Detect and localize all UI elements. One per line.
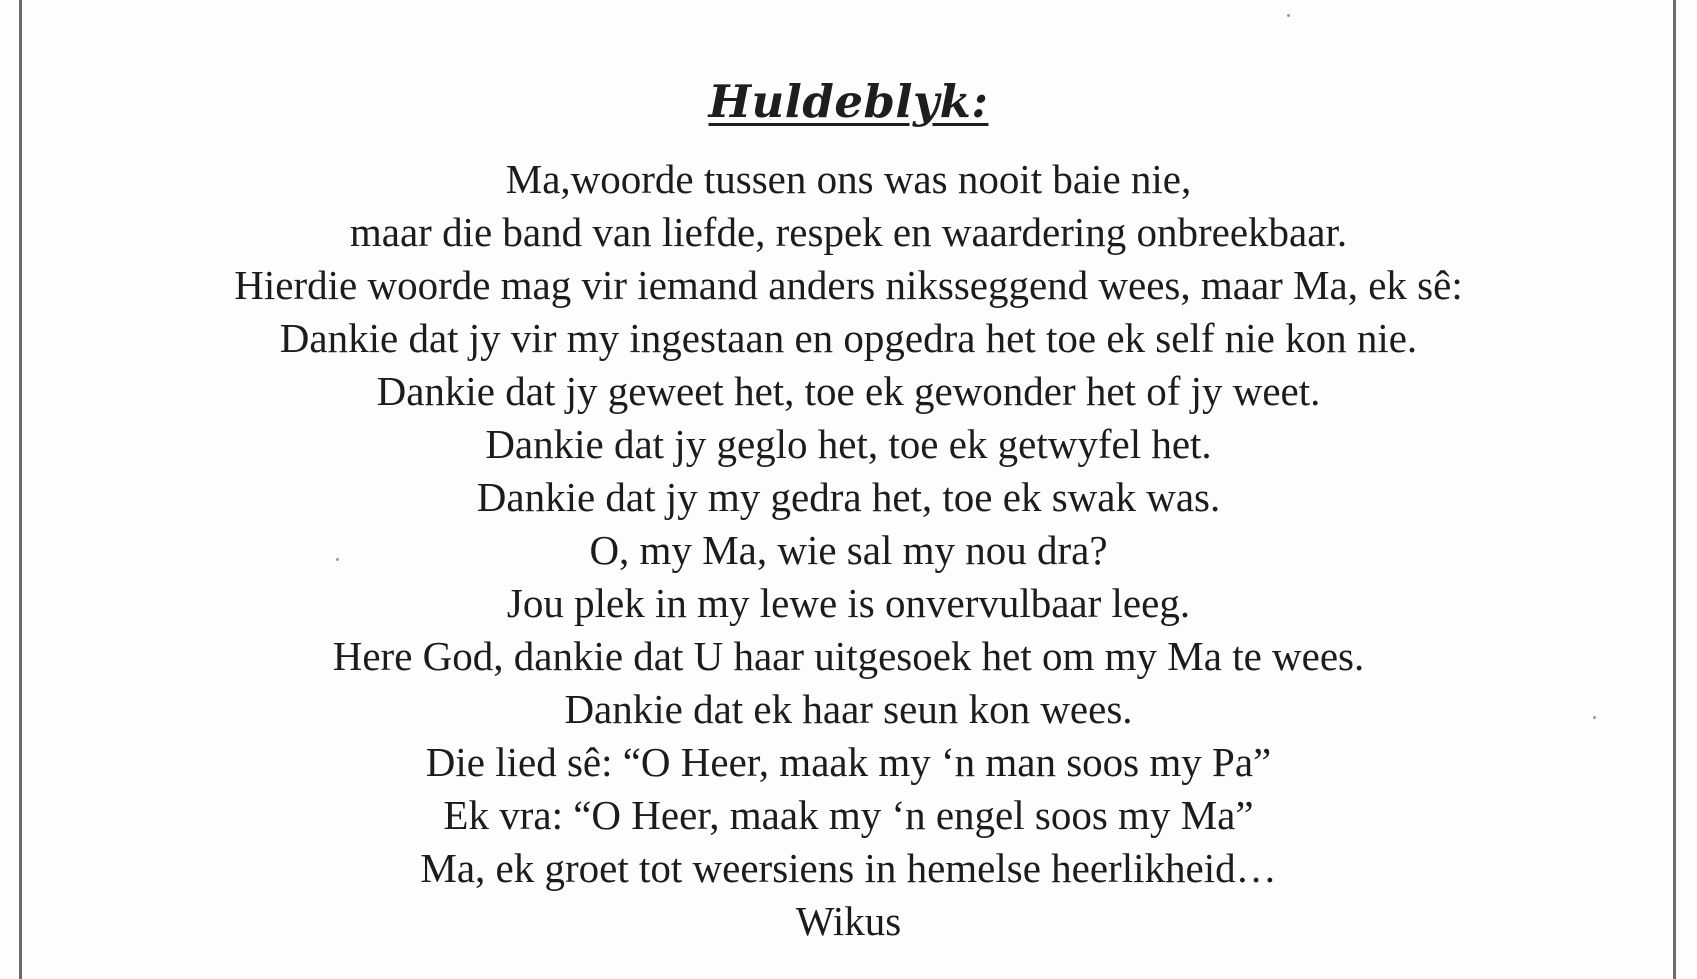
- poem-line: Ma, ek groet tot weersiens in hemelse heerlikheid…: [420, 845, 1277, 891]
- poem-line: Jou plek in my lewe is onvervulbaar leeg.: [506, 580, 1191, 626]
- poem-line: Dankie dat jy geglo het, toe ek getwyfel het.: [485, 421, 1212, 467]
- poem-line: Dankie dat jy geweet het, toe ek gewonder het of jy weet.: [376, 368, 1321, 414]
- poem-body: [0, 153, 1697, 948]
- poem-line: Ma,woorde tussen ons was nooit baie nie,: [505, 156, 1192, 202]
- poem-line: maar die band van liefde, respek en waardering onbreekbaar.: [349, 209, 1348, 255]
- poem-line: Here God, dankie dat U haar uitgesoek het om my Ma te wees.: [332, 633, 1365, 679]
- poem-line: Dankie dat jy my gedra het, toe ek swak was.: [476, 474, 1221, 520]
- poem-line: Hierdie woorde mag vir iemand anders niksseggend wees, maar Ma, ek sê:: [234, 262, 1463, 308]
- poem-line: Dankie dat jy vir my ingestaan en opgedra het toe ek self nie kon nie.: [279, 315, 1418, 361]
- page-title: Huldeblyk:: [708, 75, 989, 129]
- scan-speck: [1287, 14, 1290, 17]
- poem-line: Ek vra: “O Heer, maak my ‘n engel soos my Ma”: [443, 792, 1254, 838]
- signature: Wikus: [795, 898, 902, 944]
- poem-line: Dankie dat ek haar seun kon wees.: [564, 686, 1133, 732]
- poem-line: O, my Ma, wie sal my nou dra?: [589, 527, 1108, 573]
- poem-line: Die lied sê: “O Heer, maak my ‘n man soos my Pa”: [425, 739, 1272, 785]
